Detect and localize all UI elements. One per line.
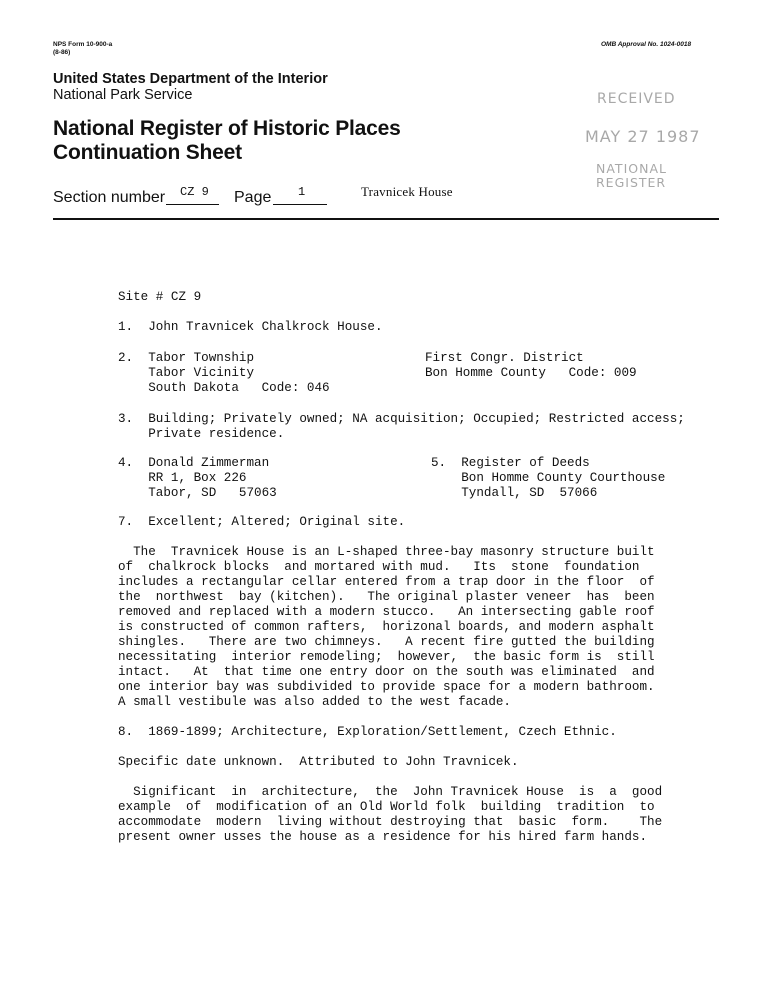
form-number-line1: NPS Form 10-900-a (53, 41, 113, 48)
item-2-location (118, 351, 330, 396)
item-4-line: Tabor, SD 57063 (118, 486, 277, 500)
description-line: A small vestibule was also added to the west facade. (118, 695, 511, 709)
department-name: United States Department of the Interior (53, 71, 328, 87)
significance-line: present owner usses the house as a residence for his hired farm hands. (118, 830, 648, 844)
item-5-deeds (431, 456, 665, 501)
site-number: Site # CZ 9 (118, 290, 202, 304)
description-line: the northwest bay (kitchen). The original plaster veneer has been (118, 590, 655, 604)
item-3-line: 3. Building; Privately owned; NA acquisition; Occupied; Restricted access; (118, 412, 685, 426)
item-3-classification (118, 412, 685, 442)
header-divider (53, 218, 719, 220)
item-4-line: 4. Donald Zimmerman (118, 456, 270, 470)
page-underline (273, 204, 327, 205)
page-label: Page (234, 189, 272, 206)
date-attribution: Specific date unknown. Attributed to John Travnicek. (118, 755, 519, 769)
item-2-line: Tabor Vicinity (118, 366, 255, 380)
description-line: shingles. There are two chimneys. A recent fire gutted the building (118, 635, 655, 649)
received-stamp-line4: REGISTER (596, 175, 667, 190)
item-2-line: South Dakota Code: 046 (118, 381, 330, 395)
description-line: includes a rectangular cellar entered from a trap door in the floor of (118, 575, 655, 589)
received-stamp-date: MAY 27 1987 (585, 127, 701, 146)
description-line: removed and replaced with a modern stucco. An intersecting gable roof (118, 605, 655, 619)
item-4-line: RR 1, Box 226 (118, 471, 247, 485)
item-5-line: Tyndall, SD 57066 (431, 486, 598, 500)
form-title-line2: Continuation Sheet (53, 141, 242, 164)
item-4-owner (118, 456, 277, 501)
section-number-underline (166, 204, 219, 205)
item-2-district-line: First Congr. District (425, 351, 584, 365)
item-7-condition: 7. Excellent; Altered; Original site. (118, 515, 406, 529)
description-line: The Travnicek House is an L-shaped three-bay masonry structure built (118, 545, 655, 559)
description-line: intact. At that time one entry door on the south was eliminated and (118, 665, 655, 679)
description-line: necessitating interior remodeling; however, the basic form is still (118, 650, 655, 664)
significance-line: accommodate modern living without destroying that basic form. The (118, 815, 663, 829)
item-5-line: Bon Homme County Courthouse (431, 471, 666, 485)
item-3-line: Private residence. (118, 427, 285, 441)
item-2-district (425, 351, 637, 381)
service-name: National Park Service (53, 87, 193, 103)
property-name: Travnicek House (361, 184, 453, 199)
section-number-value: CZ 9 (180, 185, 209, 199)
omb-approval: OMB Approval No. 1024-0018 (601, 41, 692, 48)
item-5-line: 5. Register of Deeds (431, 456, 590, 470)
form-number (53, 41, 112, 57)
item-2-district-line: Bon Homme County Code: 009 (425, 366, 637, 380)
section-number-label: Section number (53, 189, 166, 206)
significance-line: example of modification of an Old World folk building tradition to (118, 800, 655, 814)
significance-paragraph (118, 785, 662, 845)
form-title-line1: National Register of Historic Places (53, 117, 401, 140)
description-line: is constructed of common rafters, horizonal boards, and modern asphalt (118, 620, 655, 634)
description-line: of chalkrock blocks and mortared with mud. Its stone foundation (118, 560, 640, 574)
received-stamp: RECEIVED (597, 91, 676, 107)
item-8-significance: 8. 1869-1899; Architecture, Exploration/Settlement, Czech Ethnic. (118, 725, 617, 739)
significance-line: Significant in architecture, the John Travnicek House is a good (118, 785, 663, 799)
form-number-line2: (8-86) (53, 49, 71, 56)
item-1-name: 1. John Travnicek Chalkrock House. (118, 320, 383, 334)
received-stamp-line3: NATIONAL (596, 161, 667, 176)
page-value: 1 (298, 185, 306, 199)
description-paragraph (118, 545, 655, 710)
item-2-line: 2. Tabor Township (118, 351, 255, 365)
description-line: one interior bay was subdivided to provide space for a modern bathroom. (118, 680, 655, 694)
